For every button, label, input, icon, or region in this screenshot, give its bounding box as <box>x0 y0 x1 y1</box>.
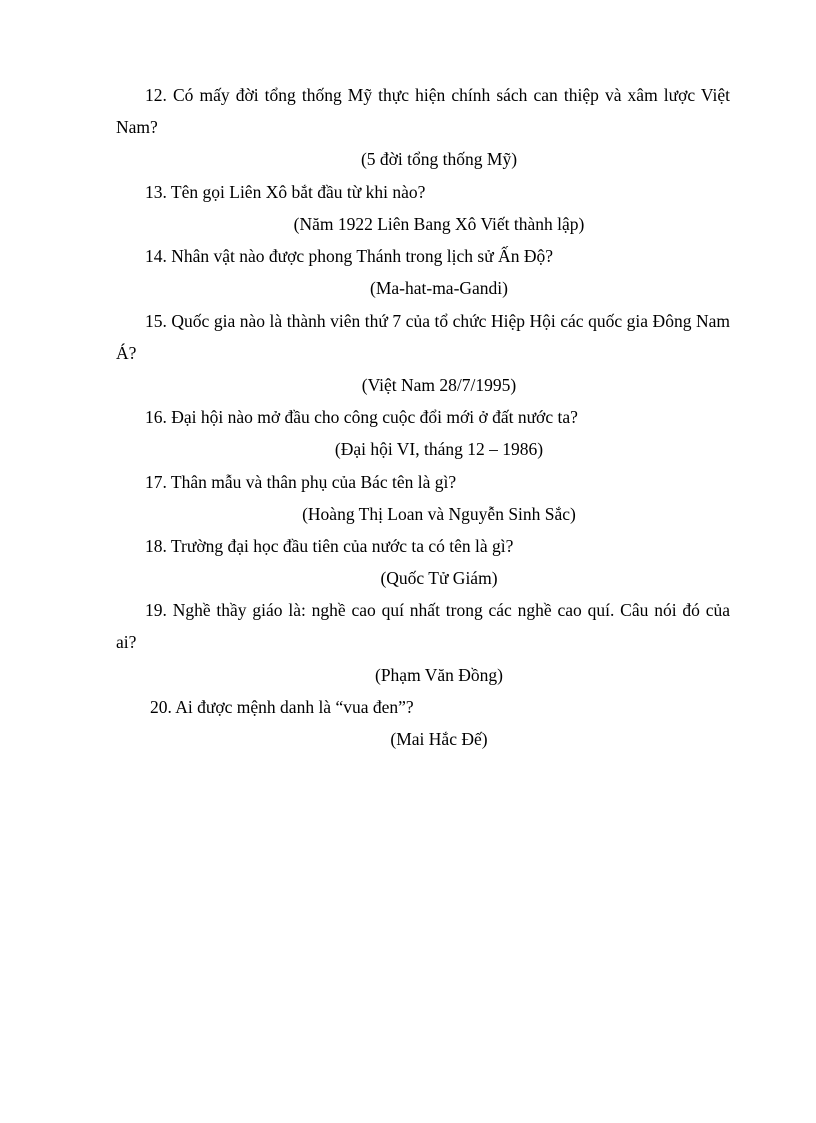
question-12: 12. Có mấy đời tổng thống Mỹ thực hiện chính sách can thiệp và xâm lược Việt Nam? <box>116 85 730 137</box>
question-16: 16. Đại hội nào mở đầu cho công cuộc đổi mới ở đất nước ta? <box>145 407 578 427</box>
answer-20: (Mai Hắc Đế) <box>390 729 488 749</box>
answer-12: (5 đời tổng thống Mỹ) <box>360 149 518 169</box>
answer-17: (Hoàng Thị Loan và Nguyễn Sinh Sắc) <box>302 504 576 524</box>
answer-15: (Việt Nam 28/7/1995) <box>361 375 517 395</box>
answer-14: (Ma-hat-ma-Gandi) <box>370 278 508 298</box>
question-14: 14. Nhân vật nào được phong Thánh trong lịch sử Ấn Độ? <box>145 246 553 266</box>
question-18: 18. Trường đại học đầu tiên của nước ta có tên là gì? <box>145 536 514 556</box>
answer-18: (Quốc Tử Giám) <box>380 568 498 588</box>
question-20: 20. Ai được mệnh danh là “vua đen”? <box>150 697 414 717</box>
answer-19: (Phạm Văn Đồng) <box>375 665 503 685</box>
question-13: 13. Tên gọi Liên Xô bắt đầu từ khi nào? <box>145 182 426 202</box>
answer-13: (Năm 1922 Liên Bang Xô Viết thành lập) <box>293 214 585 234</box>
answer-16: (Đại hội VI, tháng 12 – 1986) <box>334 439 544 459</box>
question-15: 15. Quốc gia nào là thành viên thứ 7 của tổ chức Hiệp Hội các quốc gia Đông Nam Á? <box>116 311 730 363</box>
question-19: 19. Nghề thầy giáo là: nghề cao quí nhất trong các nghề cao quí. Câu nói đó của ai? <box>116 600 730 652</box>
question-17: 17. Thân mẫu và thân phụ của Bác tên là gì? <box>145 472 457 492</box>
